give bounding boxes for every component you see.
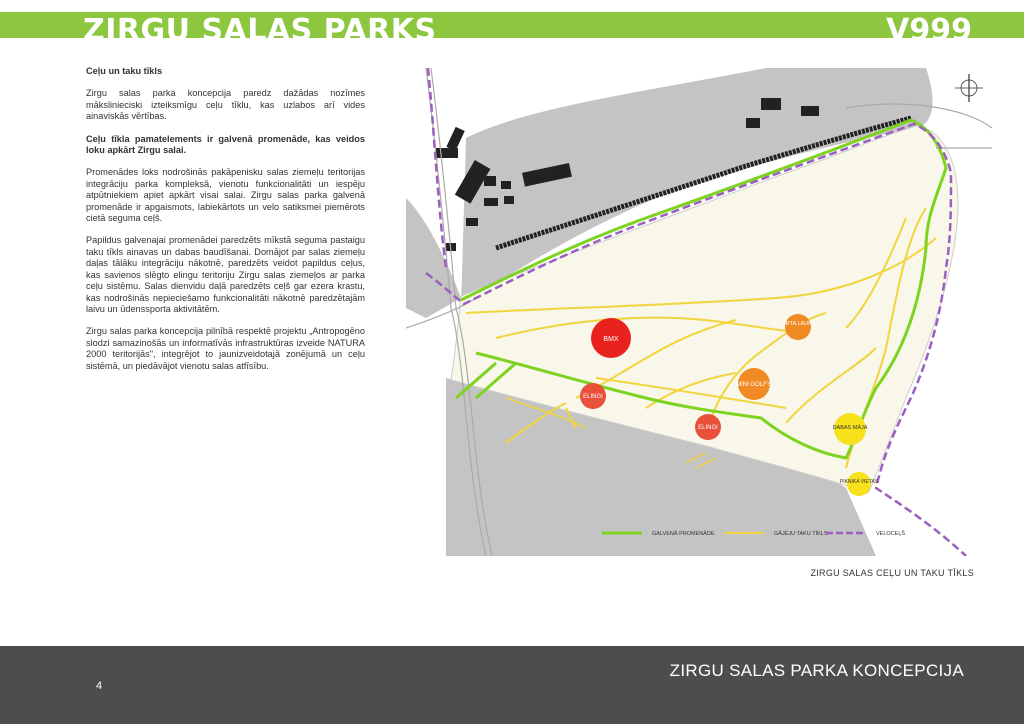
poi-dabas-label: DABAS MĀJA: [832, 425, 868, 431]
poi-elingi-2: [695, 414, 721, 440]
map-caption: ZIRGU SALAS CEĻU UN TAKU TĪKLS: [810, 568, 974, 578]
park-map: [406, 68, 992, 556]
legend-velo: VELOCEĻŠ: [876, 531, 906, 537]
poi-piknika-label: PIKNIKA VIETAS: [839, 479, 879, 485]
page-number: 4: [96, 680, 103, 692]
footer-bar: [0, 646, 1024, 724]
paragraph-5: Zirgu salas parka koncepcija pilnībā respektē projektu „Antropogēno slodzi samazinošās un informatīvās infrastruktūras izveide NATURA 2000 teritorijās", integrējot to jaunizveidotajā zonējumā un ceļu sistēmā, un piedāvājot vienotu salas atfīsību.: [86, 326, 365, 371]
legend-promenade: GALVENĀ PROMENĀDE: [652, 531, 715, 537]
footer-title: ZIRGU SALAS PARKA KONCEPCIJA: [669, 661, 964, 680]
page-title: ZIRGU SALAS PARKS: [83, 13, 437, 48]
project-code: V999: [886, 13, 972, 48]
poi-mini-golfs-label: MINI GOLF'S: [736, 382, 772, 388]
legend-paths: GĀJĒJU TAKU TĪKLS: [774, 531, 828, 537]
paragraph-3: Promenādes loks nodrošinās pakāpenisku salas ziemeļu teritorijas integrāciju parka kompleksā, vienotu funkcionalitāti un iespēju atpūtniekiem apiet apkārt visai salai. Zirgu salas parka galvenā promenāde ir apgaismots, labiekārtots un velo satiksmei piemērots cietā seguma ceļš.: [86, 167, 365, 224]
text-column: [86, 66, 365, 383]
poi-elingi-2-label: ELINGI: [698, 425, 718, 431]
poi-bmx-label: BMX: [603, 336, 619, 343]
paragraph-2: Ceļu tīkla pamatelements ir galvenā promenāde, kas veidos loku apkārt Zirgu salai.: [86, 133, 365, 156]
paragraph-4: Papildus galvenajai promenādei paredzēts mīkstā seguma pastaigu taku tīkls ainavas un dabas baudīšanai. Domājot par salas ziemeļu daļas tālāku integrāciju nākotnē, paredzēts veidot papildus ceļus, kas savienos slēgto elingu teritoriju Zirgu salas ziemeļos ar parka ceļu sistēmu. Salas dienvidu daļā paredzēts ceļš gar ezera krastu, kas nodrošinās nepieciešamo funkcionalitāti nākotnē paredzētajām laivu un ūdenssporta aktivitātēm.: [86, 235, 365, 314]
poi-elingi-1-label: ELINGI: [583, 394, 603, 400]
header-bar: [0, 12, 1024, 48]
poi-sporta-label: SPORTA LAUKUMI: [774, 321, 822, 327]
poi-bmx: [591, 318, 631, 358]
paragraph-1: Zirgu salas parka koncepcija paredz dažādas nozīmes mākslinieciski izteiksmīgu ceļu tīklu, kas uzlabos arī vides ainaviskās vērtības.: [86, 88, 365, 122]
poi-elingi-1: [580, 383, 606, 409]
section-heading: Ceļu un taku tīkls: [86, 66, 163, 76]
